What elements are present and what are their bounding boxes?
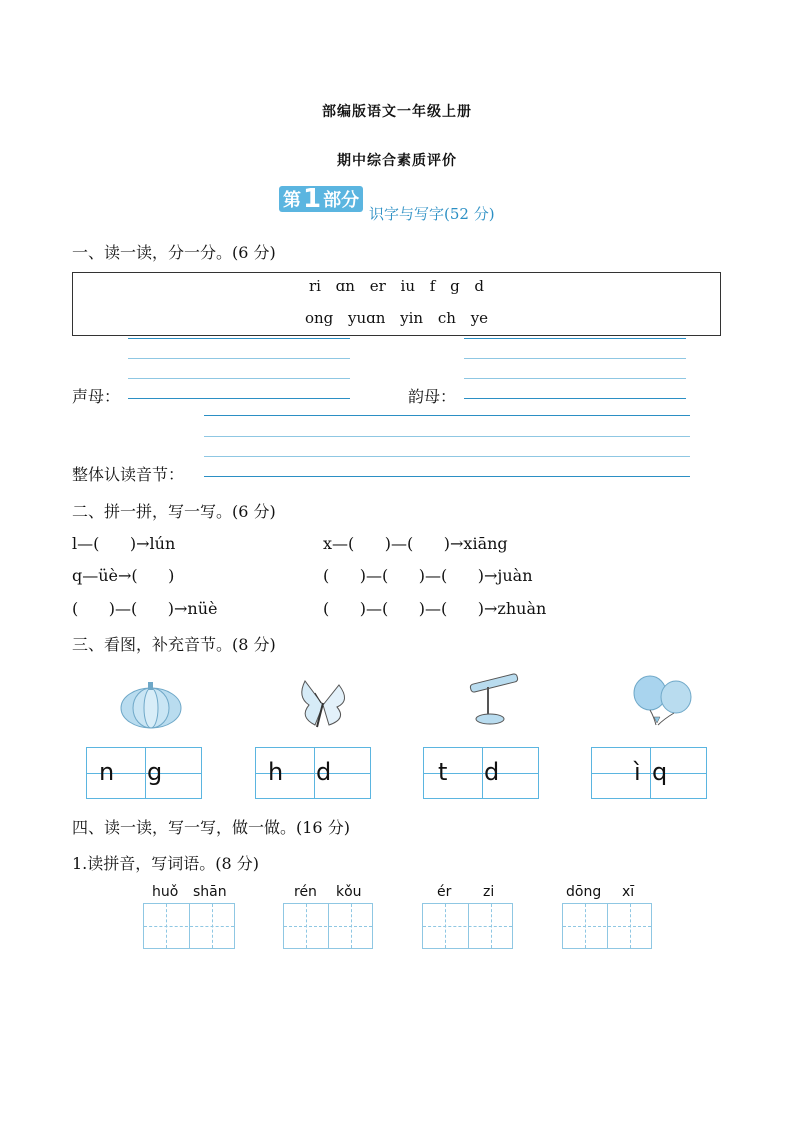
section2-heading: 二、拼一拼，写一写。(6 分) (72, 502, 276, 521)
syllable-box-1-letter-b: g (147, 758, 163, 786)
spelling-item-6[interactable]: ( )—( )—( )→zhuàn (323, 599, 547, 618)
word-1-pinyin-2: shān (193, 884, 227, 900)
part-subtitle: 识字与写字(52 分) (369, 205, 495, 223)
letters-box (72, 272, 721, 336)
part-number: 1 (303, 184, 322, 214)
spelling-item-3[interactable]: q—üè→( ) (72, 566, 175, 585)
syllable-box-4[interactable] (591, 747, 707, 799)
syllable-box-1[interactable] (86, 747, 202, 799)
spelling-item-1[interactable]: l—( )→lún (72, 534, 176, 553)
section1-heading: 一、读一读，分一分。(6 分) (72, 243, 276, 262)
butterfly-icon (293, 675, 353, 731)
word-4-pinyin-2: xī (622, 884, 635, 900)
syllable-box-3[interactable] (423, 747, 539, 799)
syllable-box-4-letter-b: q (652, 758, 668, 786)
letters-row-2: ong yuɑn yin ch ye (304, 309, 489, 327)
word-3-pinyin-1: ér (437, 884, 452, 900)
letters-row-1: ri ɑn er iu f g d (308, 277, 485, 295)
part-badge (279, 186, 363, 212)
book-title: 部编版语文一年级上册 (322, 104, 472, 120)
spelling-item-4[interactable]: ( )—( )—( )→juàn (323, 566, 533, 585)
section4-sub1: 1.读拼音，写词语。(8 分) (72, 854, 260, 873)
spelling-item-2[interactable]: x—( )—( )→xiāng (323, 534, 508, 553)
syllable-box-3-letter-b: d (484, 758, 500, 786)
pumpkin-icon (118, 678, 184, 730)
part-suffix: 部分 (323, 190, 360, 211)
word-4-pinyin-1: dōng (566, 884, 602, 900)
balloons-icon (628, 673, 694, 729)
whole-syllable-label: 整体认读音节： (72, 465, 185, 484)
finals-label: 韵母： (408, 387, 457, 406)
section4-heading: 四、读一读，写一写，做一做。(16 分) (72, 818, 350, 837)
syllable-box-1-letter-a: n (99, 758, 115, 786)
word-3-pinyin-2: zi (483, 884, 495, 900)
word-1-pinyin-1: huǒ (152, 884, 179, 900)
syllable-box-2[interactable] (255, 747, 371, 799)
word-grid-3[interactable] (422, 903, 513, 949)
word-2-pinyin-2: kǒu (336, 884, 362, 900)
part-prefix: 第 (283, 190, 301, 211)
syllable-box-4-letter-a: ì (634, 758, 641, 786)
syllable-box-3-letter-a: t (438, 758, 448, 786)
word-grid-4[interactable] (562, 903, 652, 949)
syllable-box-2-letter-a: h (268, 758, 284, 786)
syllable-box-2-letter-b: d (316, 758, 332, 786)
word-grid-1[interactable] (143, 903, 235, 949)
section3-heading: 三、看图，补充音节。(8 分) (72, 635, 276, 654)
initials-label: 声母： (72, 387, 121, 406)
word-2-pinyin-1: rén (294, 884, 317, 900)
desk-lamp-icon (466, 665, 524, 729)
word-grid-2[interactable] (283, 903, 373, 949)
exam-title: 期中综合素质评价 (337, 153, 457, 169)
spelling-item-5[interactable]: ( )—( )→nüè (72, 599, 218, 618)
